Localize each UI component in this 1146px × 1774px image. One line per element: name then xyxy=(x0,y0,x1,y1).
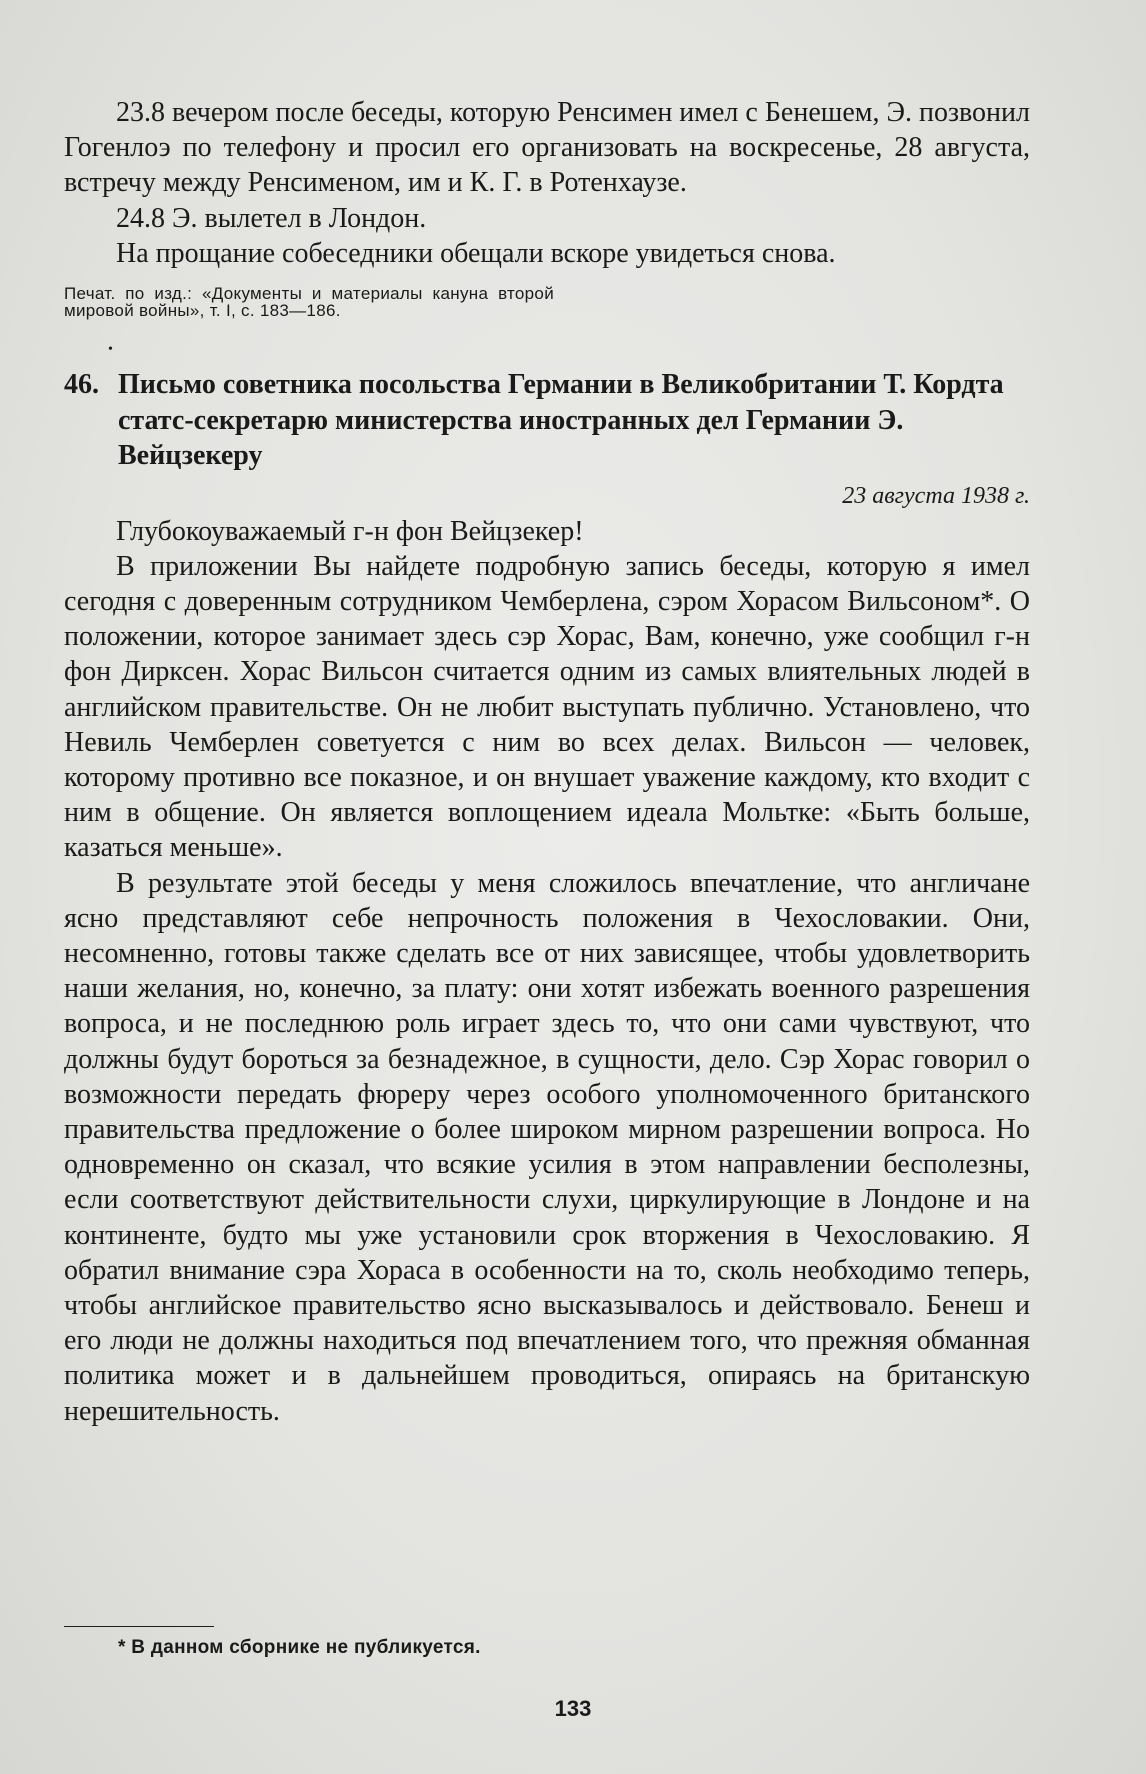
document-number: 46. xyxy=(64,369,99,401)
footnote-rule xyxy=(64,1626,214,1627)
document-date: 23 августа 1938 г. xyxy=(842,482,1030,509)
page-content xyxy=(64,95,1030,1429)
footnote: * В данном сборнике не публикуется. xyxy=(118,1637,481,1658)
source-citation: Печат. по изд.: «Документы и материалы кануна второй мировой войны», т. I, с. 183—186. xyxy=(64,284,554,321)
intro-paragraph: На прощание собеседники обещали вскоре увидеться снова. xyxy=(116,237,836,269)
letter-paragraph: В результате этой беседы у меня сложилось впечатление, что англичане ясно представляют себе непрочность положения в Чехословакии. Они, несомненно, готовы также сделать все от них зависящее, чтобы удовлетворить наши желания, но, конечно, за плату: они хотят избежать военного разрешения вопроса, и не последнюю роль играет здесь то, что они сами чувствуют, что должны будут бороться за безнадежное, в сущности, дело. Сэр Хорас говорил о возможности передать фюреру через особого уполномоченного британского правительства предложение о более широком мирном разрешении вопроса. Но одновременно он сказал, что всякие усилия в этом направлении бесполезны, если соответствуют действительности слухи, циркулирующие в Лондоне и на континенте, будто мы уже установили срок вторжения в Чехословакию. Я обратил внимание сэра Хораса в особенности на то, сколь необходимо теперь, чтобы английское правительство ясно высказывалось и действовало. Бенеш и его люди не должны находиться под впечатлением того, что прежняя обманная политика может и в дальнейшем проводиться, опираясь на британскую нерешительность. xyxy=(64,867,1030,1427)
document-title: Письмо советника посольства Германии в Великобритании Т. Кордта статс-секретарю министерства иностранных дел Германии Э. Вейцзекеру xyxy=(118,369,1004,472)
separator-dot: • xyxy=(108,342,113,358)
intro-paragraph: 24.8 Э. вылетел в Лондон. xyxy=(116,202,427,234)
salutation: Глубокоуважаемый г-н фон Вейцзекер! xyxy=(116,515,584,547)
intro-paragraph: 23.8 вечером после беседы, которую Ренсимен имел с Бенешем, Э. позвонил Гогенлоэ по телефону и просил его организовать на воскресенье, 28 августа, встречу между Ренсименом, им и К. Г. в Ротенхаузе. xyxy=(64,97,1030,199)
letter-paragraph: В приложении Вы найдете подробную запись беседы, которую я имел сегодня с доверенным сотрудником Чемберлена, сэром Хорасом Вильсоном*. О положении, которое занимает здесь сэр Хорас, Вам, конечно, уже сообщил г-н фон Дирксен. Хорас Вильсон считается одним из самых влиятельных людей в английском правительстве. Он не любит выступать публично. Установлено, что Невиль Чемберлен советуется с ним во всех делах. Вильсон — человек, которому противно все показное, и он внушает уважение каждому, кто входит с ним в общение. Он является воплощением идеала Мольтке: «Быть больше, казаться меньше». xyxy=(64,550,1030,864)
document-header xyxy=(64,367,1030,474)
page-number: 133 xyxy=(554,1696,592,1721)
